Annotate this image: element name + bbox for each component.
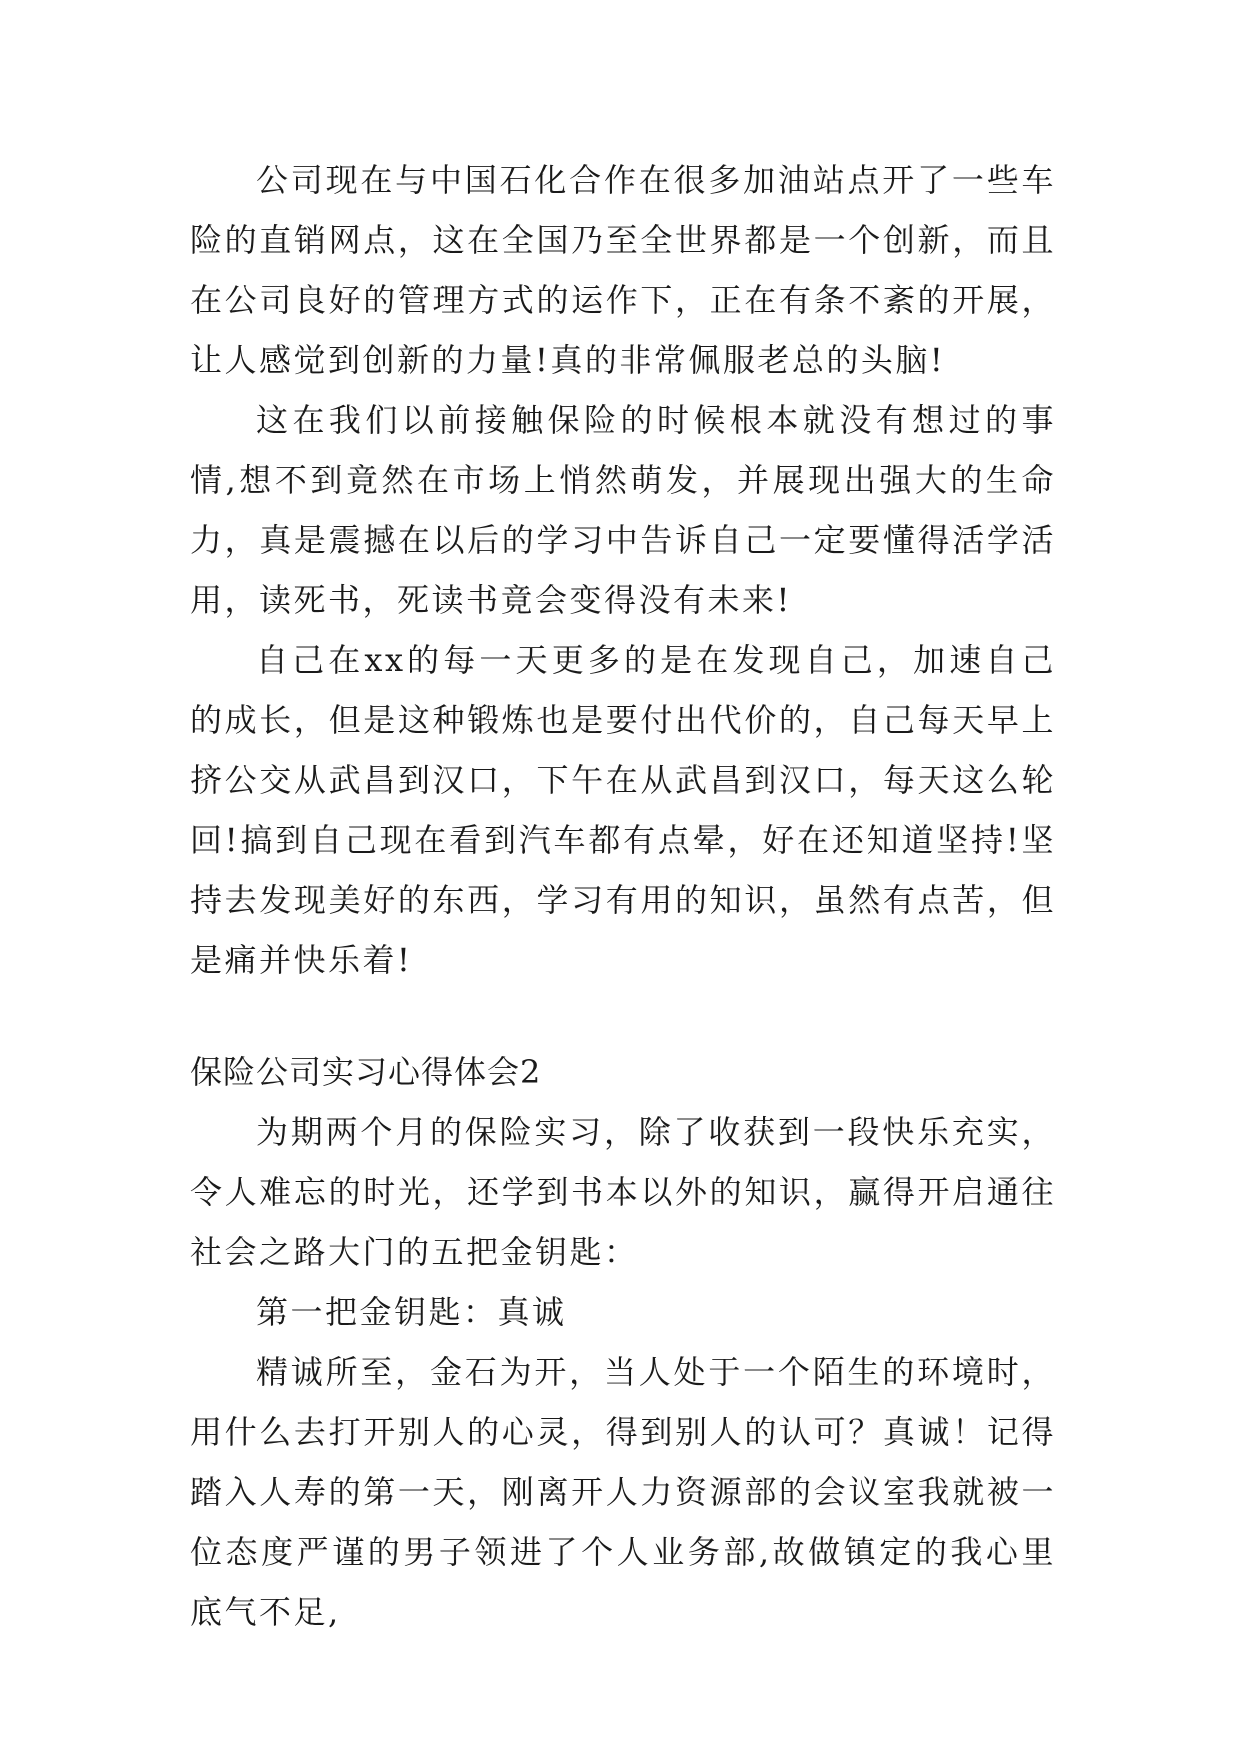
subheading-first-key: 第一把金钥匙：真诚 (256, 1293, 567, 1331)
paragraph-5: 精诚所至，金石为开，当人处于一个陌生的环境时，用什么去打开别人的心灵，得到别人的认可？真诚！记得踏入人寿的第一天，刚离开人力资源部的会议室我就被一位态度严谨的男子领进了个人业务部,故做镇定的我心里底气不足, (190, 1353, 1056, 1631)
document-body (190, 150, 1056, 1642)
paragraph-1: 公司现在与中国石化合作在很多加油站点开了一些车险的直销网点，这在全国乃至全世界都是一个创新，而且在公司良好的管理方式的运作下，正在有条不紊的开展，让人感觉到创新的力量!真的非常佩服老总的头脑! (190, 161, 1056, 379)
section-title: 保险公司实习心得体会2 (190, 1053, 542, 1091)
paragraph-2: 这在我们以前接触保险的时候根本就没有想过的事情,想不到竟然在市场上悄然萌发，并展现出强大的生命力，真是震撼在以后的学习中告诉自己一定要懂得活学活用，读死书，死读书竟会变得没有未来! (190, 401, 1056, 619)
paragraph-3: 自己在xx的每一天更多的是在发现自己，加速自己的成长，但是这种锻炼也是要付出代价的，自己每天早上挤公交从武昌到汉口，下午在从武昌到汉口，每天这么轮回!搞到自己现在看到汽车都有点晕，好在还知道坚持!坚持去发现美好的东西，学习有用的知识，虽然有点苦，但是痛并快乐着! (190, 641, 1056, 979)
paragraph-4: 为期两个月的保险实习，除了收获到一段快乐充实，令人难忘的时光，还学到书本以外的知识，赢得开启通往社会之路大门的五把金钥匙： (190, 1113, 1056, 1271)
